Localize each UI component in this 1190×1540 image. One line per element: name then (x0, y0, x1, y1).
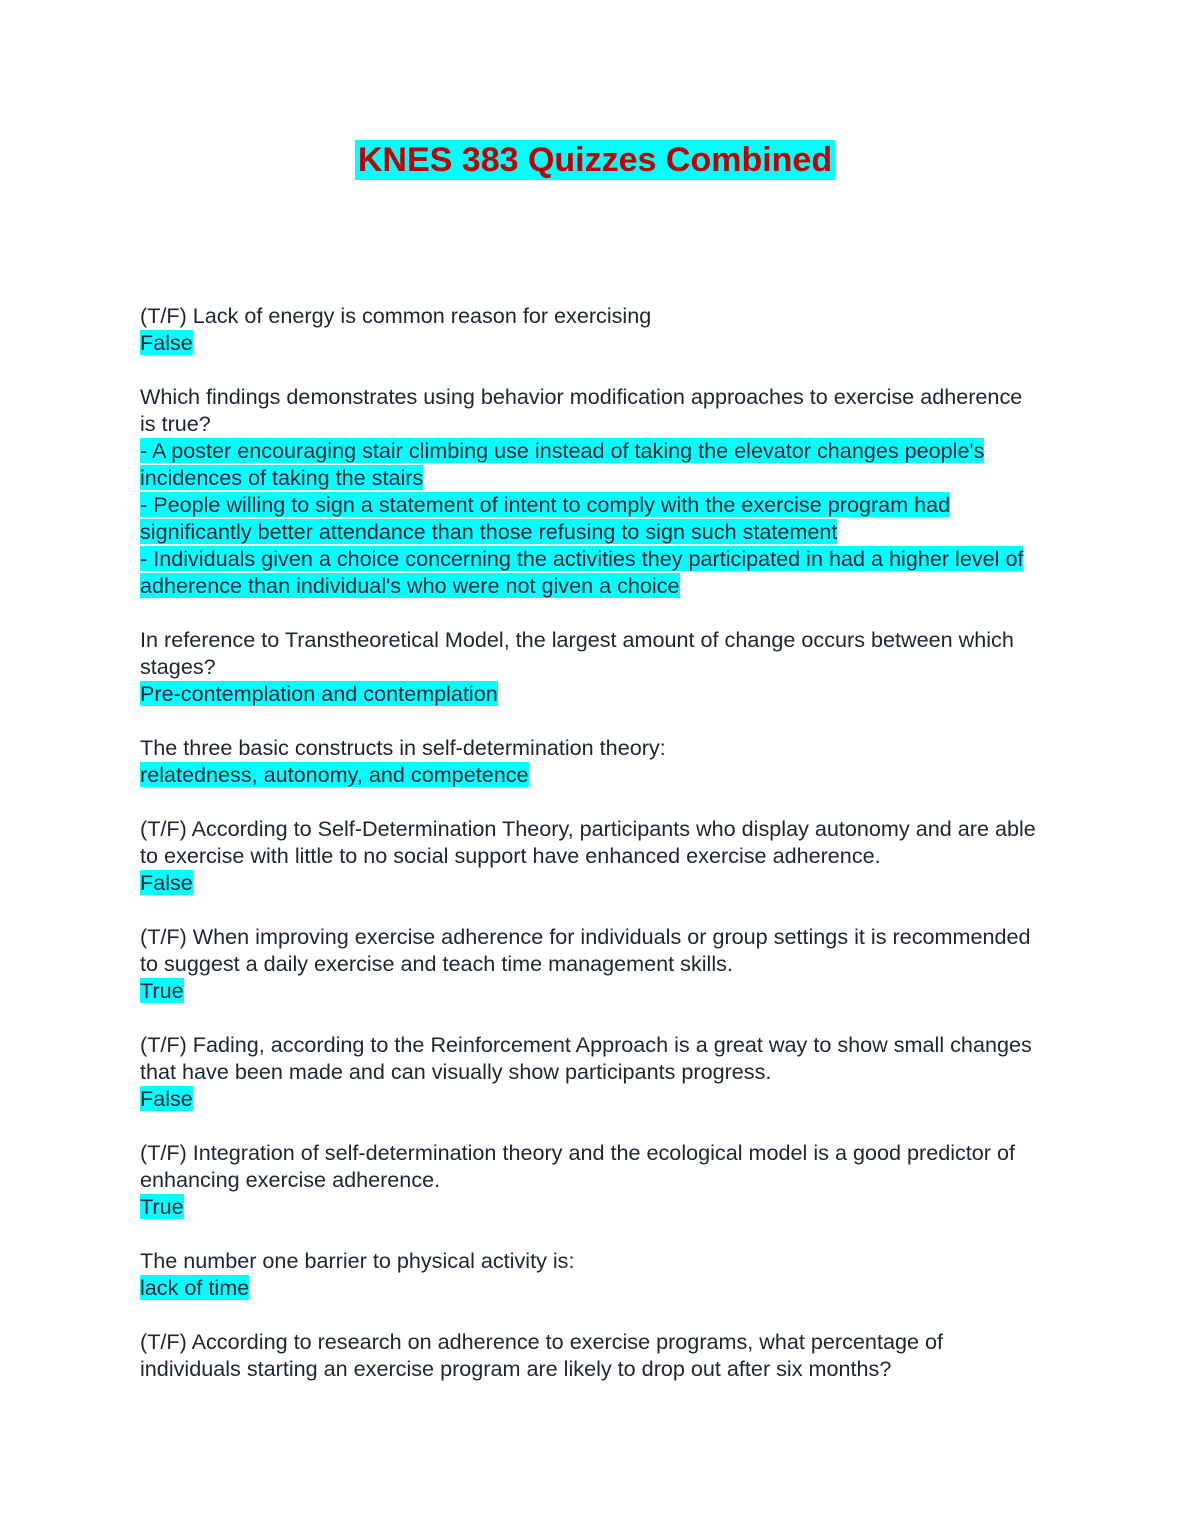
question-text: Which findings demonstrates using behavior modification approaches to exercise adherence is true? (140, 384, 1029, 436)
answer-text: False (140, 1086, 193, 1111)
answer-line (140, 329, 1040, 356)
qa-item (140, 626, 1040, 707)
answer-line (140, 761, 1040, 788)
question-text: (T/F) Integration of self-determination theory and the ecological model is a good predictor of enhancing exercise adherence. (140, 1140, 1022, 1192)
answer-text: True (140, 978, 184, 1003)
qa-item (140, 923, 1040, 1004)
question-text: In reference to Transtheoretical Model, the largest amount of change occurs between which stages? (140, 627, 1020, 679)
answer-line (140, 1193, 1040, 1220)
document-title: KNES 383 Quizzes Combined (355, 140, 835, 180)
question-text: The three basic constructs in self-determination theory: (140, 735, 666, 760)
answer-line (140, 437, 1040, 491)
answer-text: - People willing to sign a statement of intent to comply with the exercise program had significantly better attendance than those refusing to sign such statement (140, 492, 951, 544)
qa-item (140, 1247, 1040, 1301)
qa-item (140, 302, 1040, 356)
answer-line (140, 1085, 1040, 1112)
qa-item (140, 1031, 1040, 1112)
answer-line (140, 869, 1040, 896)
question-text: (T/F) According to Self-Determination Theory, participants who display autonomy and are able to exercise with little to no social support have enhanced exercise adherence. (140, 816, 1042, 868)
title-container (0, 140, 1190, 180)
question-text: (T/F) When improving exercise adherence for individuals or group settings it is recommended to suggest a daily exercise and teach time management skills. (140, 924, 1037, 976)
answer-line (140, 680, 1040, 707)
answer-text: - Individuals given a choice concerning the activities they participated in had a higher level of adherence than individual's who were not given a choice (140, 546, 1024, 598)
quiz-content (140, 302, 1040, 1409)
answer-line (140, 977, 1040, 1004)
answer-text: relatedness, autonomy, and competence (140, 762, 529, 787)
qa-item (140, 734, 1040, 788)
answer-line (140, 545, 1040, 599)
question-text: (T/F) Lack of energy is common reason for exercising (140, 303, 652, 328)
question-text: (T/F) Fading, according to the Reinforcement Approach is a great way to show small changes that have been made and can visually show participants progress. (140, 1032, 1038, 1084)
qa-item (140, 1328, 1040, 1382)
question-text: (T/F) According to research on adherence to exercise programs, what percentage of individuals starting an exercise program are likely to drop out after six months? (140, 1329, 949, 1381)
answer-text: Pre-contemplation and contemplation (140, 681, 498, 706)
qa-item (140, 383, 1040, 599)
question-text: The number one barrier to physical activity is: (140, 1248, 575, 1273)
answer-text: True (140, 1194, 184, 1219)
answer-text: - A poster encouraging stair climbing use instead of taking the elevator changes people's incidences of taking the stairs (140, 438, 985, 490)
answer-line (140, 491, 1040, 545)
qa-item (140, 815, 1040, 896)
answer-text: False (140, 870, 193, 895)
answer-line (140, 1274, 1040, 1301)
answer-text: False (140, 330, 193, 355)
qa-item (140, 1139, 1040, 1220)
answer-text: lack of time (140, 1275, 250, 1300)
